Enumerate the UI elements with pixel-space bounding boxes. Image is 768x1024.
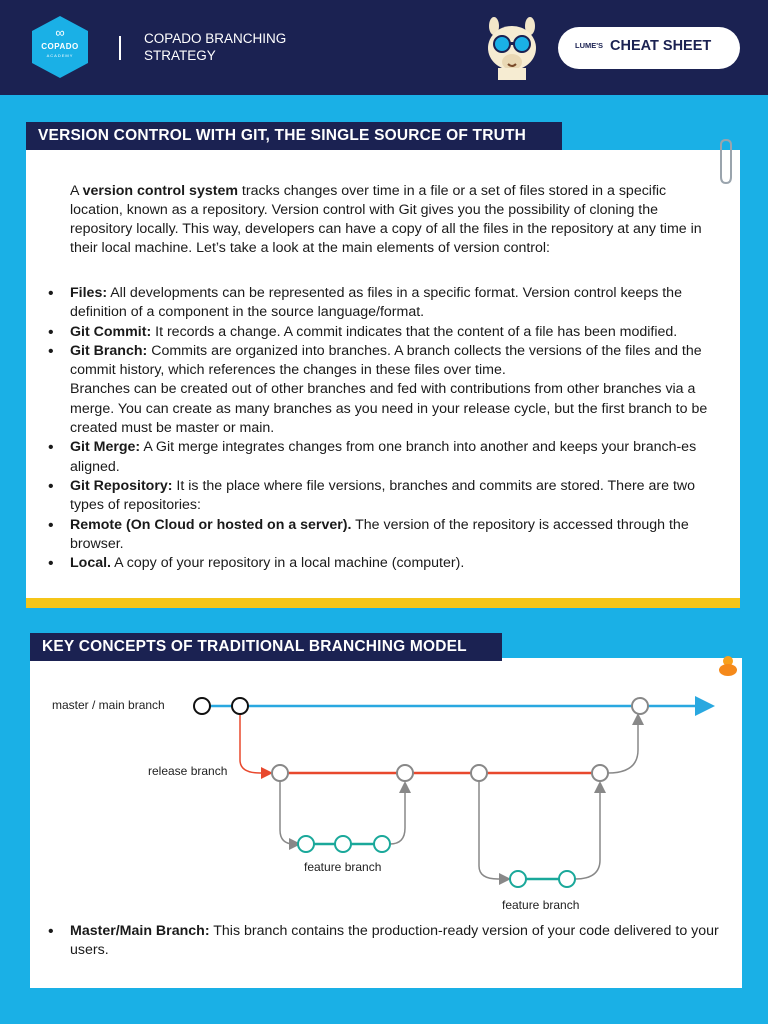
release-node xyxy=(471,765,487,781)
header xyxy=(0,0,768,95)
branching-diagram xyxy=(30,680,742,920)
feature2-merge-path xyxy=(575,784,600,879)
list-item: • Master/Main Branch: This branch contains the production-ready version of your code delivered to your users. xyxy=(48,922,738,961)
list-item: • Files: All developments can be represented as files in a specific format. Version control keeps the definition of a component in the source language/format. xyxy=(48,284,728,323)
branching-concepts-list xyxy=(48,922,738,961)
list-item: • Git Merge: A Git merge integrates changes from one branch into another and keeps your branch-es aligned. xyxy=(48,438,728,477)
feature-node xyxy=(510,871,526,887)
master-branch-label: master / main branch xyxy=(52,698,165,712)
logo-text: COPADO xyxy=(41,42,79,51)
release-branch-label: release branch xyxy=(148,764,228,778)
infinity-icon: ∞ xyxy=(55,25,65,40)
master-node xyxy=(194,698,210,714)
release-merge-path xyxy=(608,716,638,773)
feature-node xyxy=(335,836,351,852)
intro-bold-term: version control system xyxy=(82,183,238,199)
feature-branch-label: feature branch xyxy=(502,898,580,912)
feature1-fork-path xyxy=(280,780,298,844)
branching-diagram-svg xyxy=(30,680,742,920)
feature-node xyxy=(559,871,575,887)
intro-paragraph: A version control system tracks changes over time in a file or a set of files stored in a specific location, known as a repository. Version control with Git gives you the possibility of cloning the repository locally. This way, developers can have a copy of all the files in the repository at any time in their local machine. Let’s take a look at the main elements of version control: xyxy=(70,183,702,256)
section-title-branching-model: KEY CONCEPTS OF TRADITIONAL BRANCHING MODEL xyxy=(30,633,502,661)
header-divider xyxy=(119,36,121,60)
list-item: • Local. A copy of your repository in a local machine (computer). xyxy=(48,554,728,573)
feature-node xyxy=(298,836,314,852)
release-fork-path xyxy=(240,712,270,773)
paperclip-icon xyxy=(715,137,735,187)
logo-subtext: ACADEMY xyxy=(46,53,74,58)
master-node xyxy=(232,698,248,714)
feature-branch-label: feature branch xyxy=(304,860,382,874)
header-title: COPADO BRANCHING STRATEGY xyxy=(144,31,287,63)
list-item: • Git Repository: It is the place where file versions, branches and commits are stored. There are two types of repositories: xyxy=(48,477,728,516)
list-item: • Git Commit: It records a change. A commit indicates that the content of a file has been modified. xyxy=(48,323,728,342)
llama-mascot-icon xyxy=(482,16,542,82)
feature1-merge-path xyxy=(390,784,405,844)
card-accent-bar xyxy=(26,598,740,608)
feature-node xyxy=(374,836,390,852)
pushpin-icon xyxy=(715,654,741,680)
release-node xyxy=(397,765,413,781)
cheat-sheet-badge xyxy=(558,27,740,69)
list-item: • Remote (On Cloud or hosted on a server). The version of the repository is accessed through the browser. xyxy=(48,516,728,555)
release-node xyxy=(592,765,608,781)
release-node xyxy=(272,765,288,781)
badge-small-text: LUME'S xyxy=(575,41,604,50)
version-control-list xyxy=(48,284,728,573)
section-title-version-control: VERSION CONTROL WITH GIT, THE SINGLE SOURCE OF TRUTH xyxy=(26,122,562,150)
master-node xyxy=(632,698,648,714)
list-item: • Git Branch: Commits are organized into branches. A branch collects the versions of the files and the commit history, which references the changes in these files over time. Branches can be created out of other branches and fed with contributions from other branches via a merge. You can create as many branches as you need in your release cycle, but the first branch to be created must be master or main. xyxy=(48,342,728,438)
copado-academy-logo xyxy=(28,14,92,80)
badge-big-text: CHEAT SHEET xyxy=(610,38,712,54)
feature2-fork-path xyxy=(479,780,508,879)
